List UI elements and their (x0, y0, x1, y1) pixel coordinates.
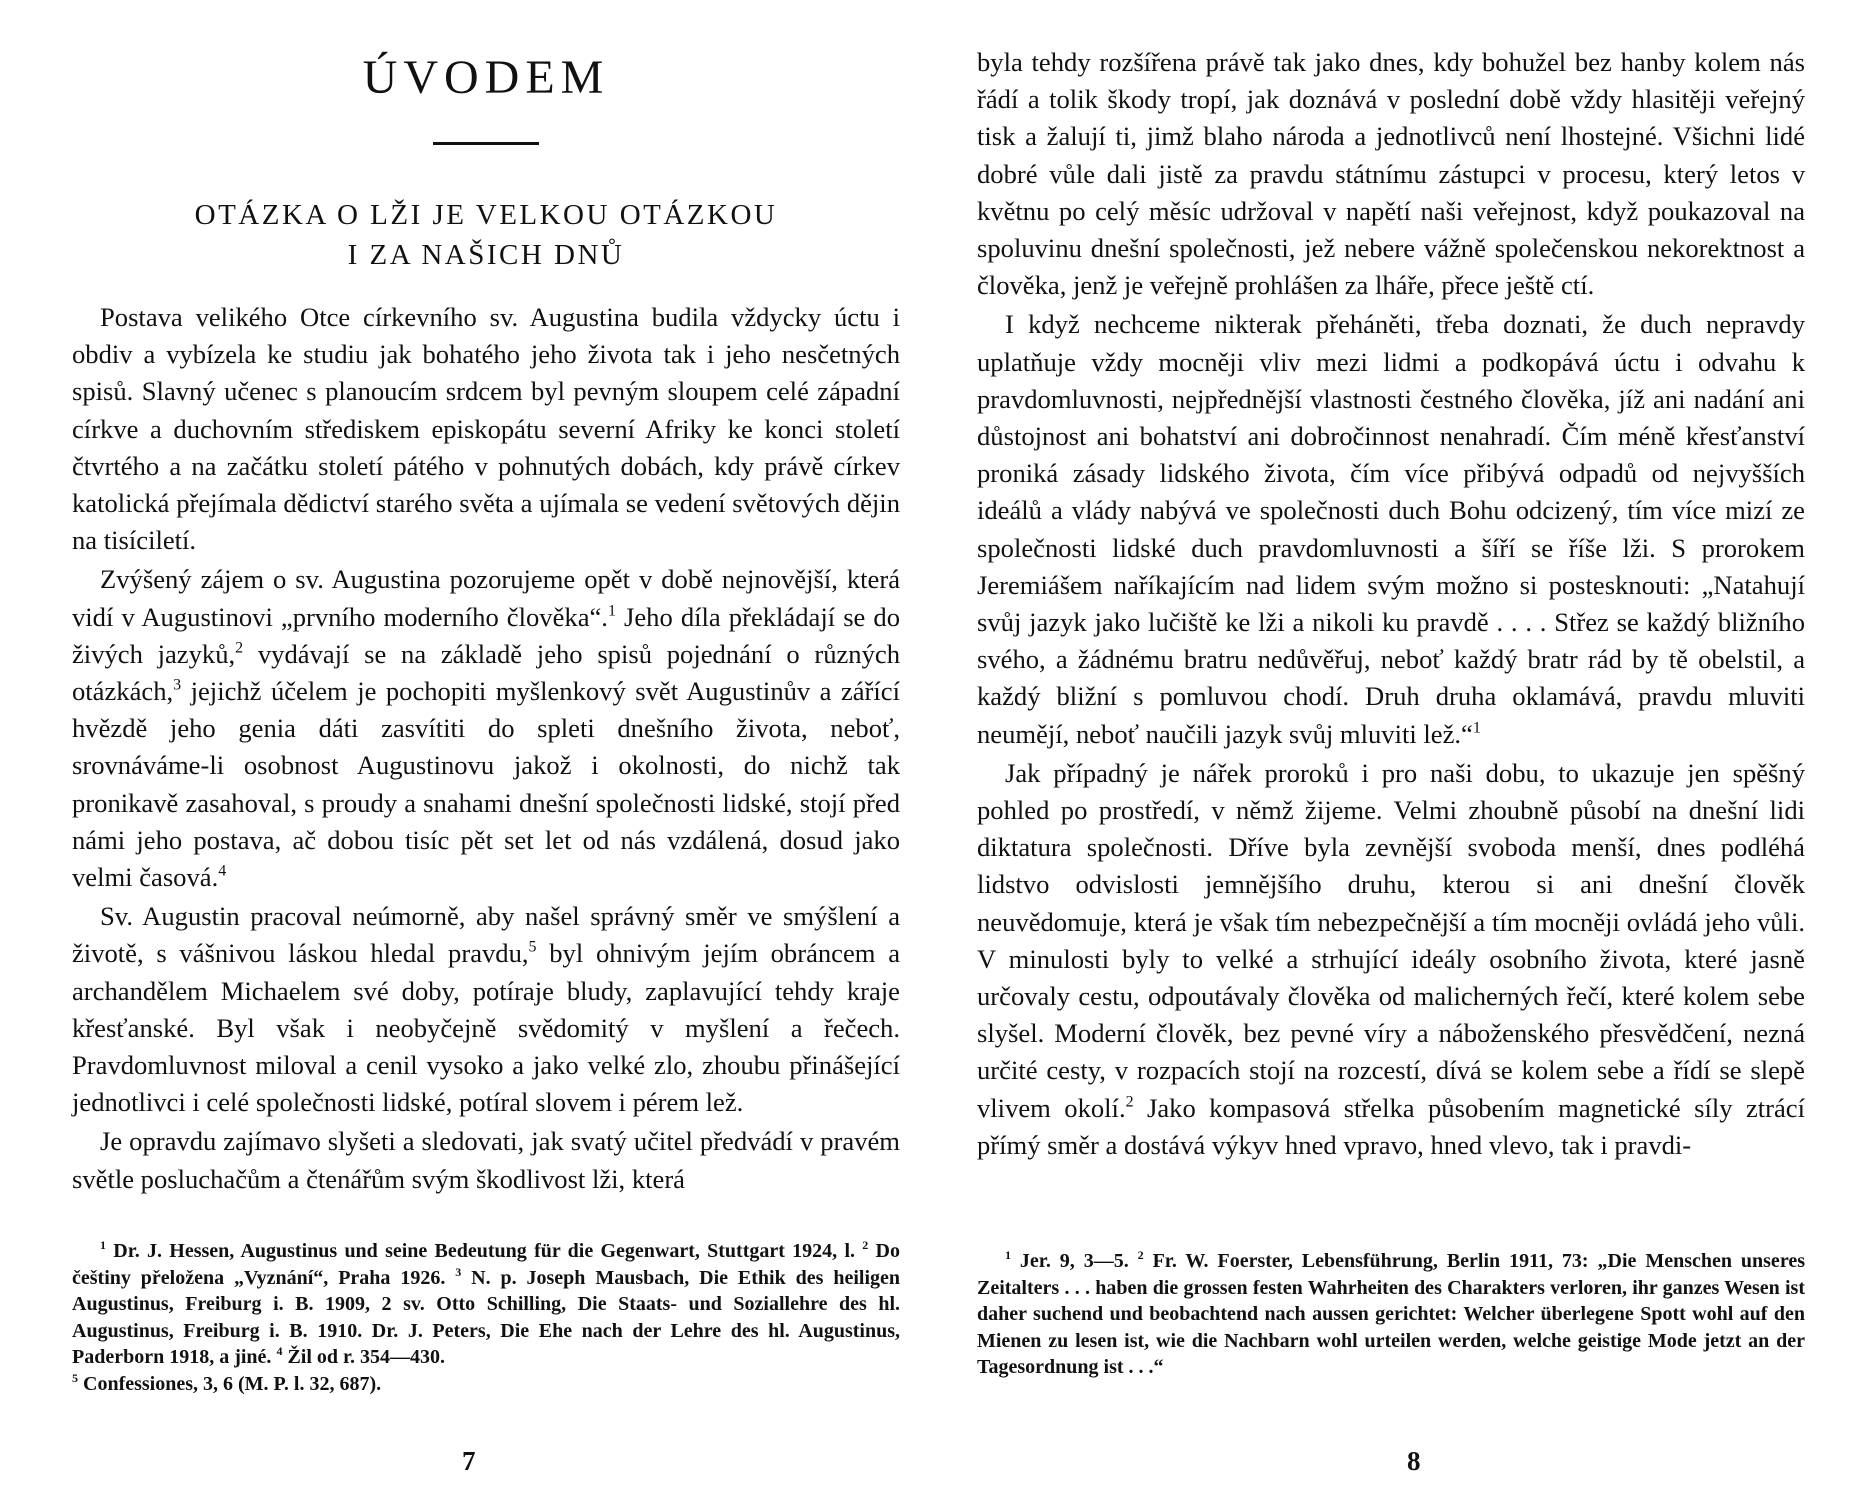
right-page-column (977, 44, 1805, 1164)
footnote-ref: 2 (235, 639, 244, 657)
right-body-text (977, 44, 1805, 1164)
paragraph (72, 898, 900, 1121)
title-rule (433, 142, 539, 145)
left-page-column (72, 48, 900, 1198)
paragraph-text: Jak případný je nářek proroků i pro naši dobu, to ukazuje jen spěšný pohled po prostředí, v němž žijeme. Velmi zhoubně působí na dnešní lidi diktatura společnosti. Dříve byla zevnější svoboda menší, dnes podléhá lidstvo odvislosti jemnějšího druhu, kterou si ani dnešní člověk neuvědomuje, která je však tím nebezpečnější a tím mocněji ovládá jeho vůli. V minulosti byly to velké a strhující ideály osobního života, které jasně určovaly cestu, odpoutávaly člověka od malicherných řečí, které kolem sebe slyšel. Moderní člověk, bez pevné víry a náboženského přesvědčení, nezná určité cesty, v rozpacích stojí na rozcestí, dívá se kolem sebe a řídí se slepě vlivem okolí. (977, 757, 1805, 1123)
right-footnotes (977, 1248, 1805, 1381)
footnote-text: Do češtiny přeložena „Vyznání“, Praha 1926. (72, 1240, 900, 1289)
page-number: 8 (1407, 1446, 1421, 1476)
paragraph (977, 755, 1805, 1164)
paragraph-text: vydávají se na základě jeho spisů pojednání o různých otázkách, (72, 638, 900, 707)
section-heading-line-1: OTÁZKA O LŽI JE VELKOU OTÁZKOU (194, 199, 778, 231)
footnote-text: N. p. Joseph Mausbach, Die Ethik des heiligen Augustinus, Freiburg i. B. 1909, 2 sv. Otto Schilling, Die Staats- und Soziallehre des hl. Augustinus, Freiburg i. B. 1910. Dr. J. Peters, Die Ehe nach der Lehre des hl. Augustinus, Paderborn 1918, a jiné. (72, 1266, 900, 1368)
footnote-ref: 3 (173, 676, 182, 694)
footnote-mark: 5 (72, 1370, 78, 1385)
paragraph-text: Jako kompasová střelka působením magnetické síly ztrácí přímý směr a dostává výkyv hned vpravo, hned vlevo, tak i pravdi- (977, 1092, 1805, 1160)
paragraph: Postava velikého Otce církevního sv. Augustina budila vždycky úctu i obdiv a vybízela ke studiu jak bohatého jeho života tak i jeho nesčetných spisů. Slavný učenec s planoucím srdcem byl pevným sloupem celé západní církve a duchovním střediskem episkopátu severní Afriky ke konci století čtvrtého a na začátku století pátého v pohnutých dobách, kdy právě církev katolická přejímala dědictví starého světa a ujímala se vedení světových dějin na tisíciletí. (72, 302, 900, 556)
footnote-ref: 1 (607, 602, 616, 620)
footnote-ref: 2 (1125, 1093, 1134, 1111)
paragraph: Je opravdu zajímavo slyšeti a sledovati, jak svatý učitel předvádí v pravém světle posluchačům a čtenářům svým škodlivost lži, která (72, 1126, 900, 1194)
footnote-ref: 5 (528, 939, 537, 957)
paragraph (72, 561, 900, 896)
paragraph-text: Sv. Augustin pracoval neúmorně, aby našel správný směr ve smýšlení a životě, s vášnivou láskou hledal pravdu, (72, 901, 900, 969)
left-footnotes (72, 1238, 900, 1397)
paragraph-text: jejichž účelem je pochopiti myšlenkový svět Augustinův a zářící hvězdě jeho genia dáti zasvítiti do spleti dnešního života, neboť, srovnáváme-li osobnost Augustinovu jakož i okolnosti, do nichž tak pronikavě zasahoval, s proudy a snahami dnešní společnosti lidské, stojí před námi jeho postava, ač dobou tisíc pět set let od nás vzdálená, dosud jako velmi časová. (72, 676, 900, 893)
paragraph-text: I když nechceme nikterak přeháněti, třeba doznati, že duch nepravdy uplatňuje vždy mocněji vliv mezi lidmi a podkopává úctu i odvahu k pravdomluvnosti, nejpřednější vlastnosti čestného člověka, jíž ani nadání ani důstojnost ani bohatství ani dobročinnost nenahradí. Čím méně křesťanství proniká zásady lidského života, čím více přibývá odpadů od nejvyšších ideálů a vlády nabývá ve společnosti duch Bohu odcizený, tím více mizí ze společnosti lidské duch pravdomluvnosti a šíří se říše lži. S prorokem Jeremiášem naříkajícím nad lidem svým možno si postesknouti: „Natahují svůj jazyk jako lučiště ke lži a nikoli ku pravdě . . . . Střez se každý bližního svého, a žádnému bratru nedůvěřuj, neboť každý bratr rád by tě obelstil, a každý bližní s pomluvou chodí. Druh druha oklamává, pravdu mluviti neumějí, neboť naučili jazyk svůj mluviti lež.“ (977, 309, 1805, 749)
paragraph: byla tehdy rozšířena právě tak jako dnes, kdy bohužel bez hanby kolem nás řádí a tolik škody tropí, jak doznává v poslední době vždy hlasitěji veřejný tisk a žalují ti, jimž blaho národa a jednotlivců není lhostejné. Všichni lidé dobré vůle dali jistě za pravdu státnímu zástupci v procesu, který letos v květnu po celý měsíc udržoval v napětí naši veřejnost, když poukazoval na spoluvinu dnešní společnosti, jež nebere vážně společenskou nekorektnost a člověka, jenž je veřejně prohlášen za lháře, přece ještě ctí. (977, 47, 1805, 301)
footnote-block (977, 1248, 1805, 1381)
left-body-text (72, 299, 900, 1198)
footnote-mark: 2 (1137, 1248, 1144, 1263)
footnote-mark: 1 (1005, 1248, 1011, 1263)
page-number: 7 (462, 1446, 476, 1476)
footnote-block (72, 1238, 900, 1397)
footnote-mark: 1 (100, 1238, 106, 1253)
footnote-text: Žil od r. 354—430. (282, 1346, 446, 1368)
footnote-mark: 2 (862, 1238, 869, 1253)
paragraph (977, 306, 1805, 752)
footnote-ref: 4 (218, 862, 227, 880)
footnote-text: Dr. J. Hessen, Augustinus und seine Bedeutung für die Gegenwart, Stuttgart 1924, l. (106, 1240, 863, 1262)
footnote-mark: 4 (276, 1344, 283, 1359)
paragraph-text: Jeho díla překládají se do živých jazyků, (72, 601, 901, 669)
footnote-text: Jer. 9, 3—5. (1011, 1250, 1138, 1272)
footnote-text: Fr. W. Foerster, Lebensführung, Berlin 1911, 73: „Die Menschen unseres Zeitalters . . . haben die grossen festen Wahrheiten des Charakters verloren, ihr ganzes Wesen ist daher suchend und beobachtend nach aussen gerichtet: Welcher überlegene Spott wohl auf den Mienen zu lesen ist, wie die Nachbarn wohl urteilen werden, welche geistige Mode jetzt an der Tagesordnung ist . . .“ (977, 1250, 1805, 1378)
footnote-text: Confessiones, 3, 6 (M. P. l. 32, 687). (78, 1372, 382, 1395)
footnote-mark: 3 (455, 1264, 462, 1279)
paragraph-text: Zvýšený zájem o sv. Augustina pozorujeme opět v době nejnovější, která vidí v Augustinovi „prvního moderního člověka“. (72, 564, 900, 632)
chapter-title: ÚVODEM (362, 51, 610, 104)
section-heading-line-2: I ZA NAŠICH DNŮ (347, 239, 625, 271)
paragraph-text: byl ohnivým jejím obráncem a archandělem Michaelem své doby, potíraje bludy, zaplavující tehdy kraje křesťanské. Byl však i neobyčejně svědomitý v myšlení a řečech. Pravdomluvnost miloval a cenil vysoko a jako velké zlo, zhoubu přinášející jednotlivci i celé společnosti lidské, potíral slovem i pérem lež. (72, 938, 900, 1118)
footnote-ref: 1 (1472, 719, 1481, 737)
right-page (935, 0, 1870, 1500)
section-heading (72, 195, 900, 275)
